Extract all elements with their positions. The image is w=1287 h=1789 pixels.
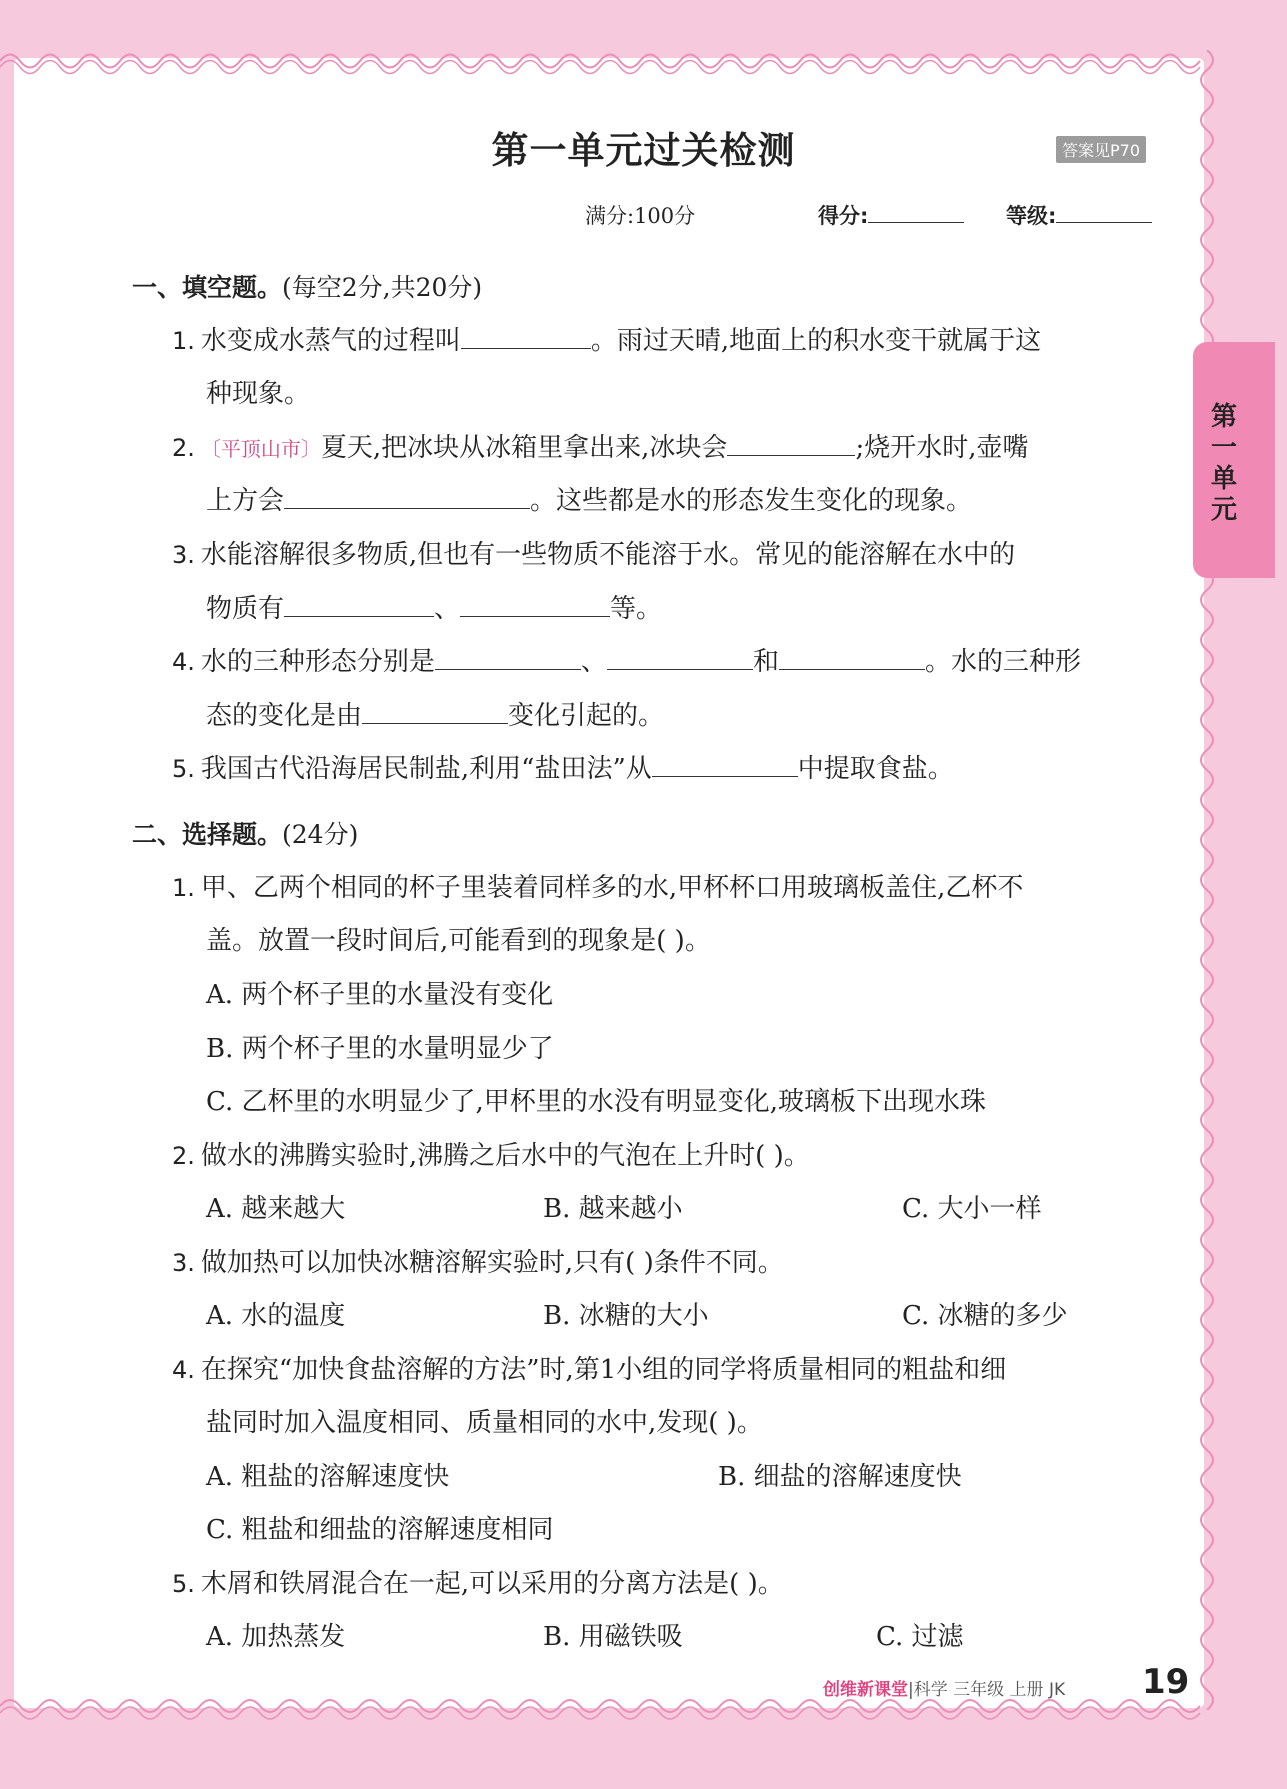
choice-option[interactable]: A. 越来越大 bbox=[206, 1194, 346, 1224]
question-text: 。雨过天晴,地面上的积水变干就属于这 bbox=[590, 326, 1042, 356]
answer-blank[interactable] bbox=[284, 592, 434, 617]
question-text: 、 bbox=[580, 647, 607, 677]
question-line bbox=[172, 1242, 784, 1279]
question-text: 物质有 bbox=[206, 594, 285, 624]
question-text: 甲、乙两个相同的杯子里装着同样多的水,甲杯杯口用玻璃板盖住,乙杯不 bbox=[200, 873, 1024, 903]
decorative-wave-right bbox=[1195, 50, 1221, 1710]
question-text: 做加热可以加快冰糖溶解实验时,只有( )条件不同。 bbox=[200, 1248, 784, 1278]
choice-option[interactable]: A. 粗盐的溶解速度快 bbox=[206, 1462, 450, 1492]
question-text: 。水的三种形 bbox=[924, 647, 1081, 677]
question-text: 水变成水蒸气的过程叫 bbox=[200, 326, 461, 356]
choice-option[interactable]: B. 越来越小 bbox=[543, 1194, 683, 1224]
answer-blank[interactable] bbox=[460, 592, 610, 617]
question-line bbox=[172, 534, 1015, 571]
section-points: (每空2分,共20分) bbox=[282, 273, 483, 302]
question-number: 3. bbox=[172, 1249, 195, 1277]
score-label: 得分: bbox=[818, 204, 869, 228]
question-text: 。这些都是水的形态发生变化的现象。 bbox=[530, 486, 973, 516]
question-line bbox=[206, 373, 310, 410]
grade-field[interactable] bbox=[1006, 200, 1152, 230]
question-line bbox=[172, 1349, 1006, 1386]
question-text: 、 bbox=[434, 594, 461, 624]
question-text: 夏天,把冰块从冰箱里拿出来,冰块会 bbox=[320, 433, 728, 463]
footer-book-info: |科学 三年级 上册 JK bbox=[908, 1680, 1066, 1700]
question-text: 等。 bbox=[610, 594, 663, 624]
answer-blank[interactable] bbox=[284, 484, 530, 509]
question-text: 我国古代沿海居民制盐,利用“盐田法”从 bbox=[200, 754, 652, 784]
question-text: 盖。放置一段时间后,可能看到的现象是( )。 bbox=[206, 926, 711, 956]
choice-option[interactable]: C. 粗盐和细盐的溶解速度相同 bbox=[206, 1515, 554, 1545]
question-text: 中提取食盐。 bbox=[797, 754, 954, 784]
choice-option[interactable]: B. 冰糖的大小 bbox=[543, 1301, 709, 1331]
question-line bbox=[206, 480, 972, 517]
full-score-label: 满分:100分 bbox=[585, 204, 696, 228]
answer-blank[interactable] bbox=[779, 645, 925, 670]
section-title: 二、选择题。 bbox=[132, 820, 283, 849]
footer-info bbox=[823, 1675, 1065, 1700]
choice-option[interactable]: C. 过滤 bbox=[876, 1622, 964, 1652]
question-line bbox=[172, 427, 1028, 464]
question-line bbox=[172, 867, 1023, 904]
question-number: 5. bbox=[172, 755, 195, 783]
footer-brand: 创维新课堂 bbox=[823, 1680, 908, 1700]
section-choice-heading bbox=[132, 815, 358, 851]
answer-blank[interactable] bbox=[461, 324, 591, 349]
choice-option[interactable]: B. 细盐的溶解速度快 bbox=[718, 1462, 962, 1492]
question-line bbox=[172, 641, 1081, 678]
section-points: (24分) bbox=[282, 820, 359, 849]
section-title: 一、填空题。 bbox=[132, 273, 283, 302]
question-number: 2. bbox=[172, 1142, 195, 1170]
unit-side-tab-label: 第一单元 bbox=[1210, 402, 1237, 525]
question-number: 2. bbox=[172, 434, 195, 462]
page-number: 19 bbox=[1142, 1662, 1190, 1702]
question-line bbox=[172, 748, 954, 785]
choice-option[interactable]: B. 两个杯子里的水量明显少了 bbox=[206, 1034, 554, 1064]
answer-blank[interactable] bbox=[727, 431, 855, 456]
question-line bbox=[206, 588, 662, 625]
question-text: 盐同时加入温度相同、质量相同的水中,发现( )。 bbox=[206, 1408, 763, 1438]
decorative-wave-bottom bbox=[0, 1696, 1287, 1726]
question-text: 上方会 bbox=[206, 486, 285, 516]
question-text: ;烧开水时,壶嘴 bbox=[855, 433, 1029, 463]
answer-blank[interactable] bbox=[435, 645, 581, 670]
question-number: 5. bbox=[172, 1570, 195, 1598]
question-text: 水的三种形态分别是 bbox=[200, 647, 435, 677]
question-text: 和 bbox=[752, 647, 779, 677]
choice-option[interactable]: C. 大小一样 bbox=[902, 1194, 1042, 1224]
choice-option[interactable]: B. 用磁铁吸 bbox=[543, 1622, 683, 1652]
question-line bbox=[206, 695, 664, 732]
answer-blank[interactable] bbox=[652, 752, 798, 777]
choice-option[interactable]: A. 加热蒸发 bbox=[206, 1622, 346, 1652]
question-number: 4. bbox=[172, 1356, 195, 1384]
answer-blank[interactable] bbox=[362, 699, 508, 724]
question-line bbox=[206, 920, 711, 957]
question-text: 变化引起的。 bbox=[508, 701, 665, 731]
section-fill-blank-heading bbox=[132, 268, 482, 304]
question-line bbox=[172, 1135, 810, 1172]
question-line bbox=[206, 1402, 763, 1439]
question-line bbox=[172, 1563, 784, 1600]
choice-option[interactable]: C. 冰糖的多少 bbox=[902, 1301, 1068, 1331]
question-text: 做水的沸腾实验时,沸腾之后水中的气泡在上升时( )。 bbox=[200, 1141, 810, 1171]
decorative-wave-top bbox=[0, 46, 1287, 76]
question-number: 4. bbox=[172, 648, 195, 676]
grade-blank[interactable] bbox=[1056, 222, 1152, 223]
region-tag: 〔平顶山市〕 bbox=[200, 437, 321, 461]
question-text: 态的变化是由 bbox=[206, 701, 363, 731]
grade-label: 等级: bbox=[1006, 204, 1057, 228]
answer-blank[interactable] bbox=[607, 645, 753, 670]
choice-option[interactable]: A. 两个杯子里的水量没有变化 bbox=[206, 980, 554, 1010]
question-line bbox=[172, 320, 1041, 357]
choice-option[interactable]: A. 水的温度 bbox=[206, 1301, 346, 1331]
score-field[interactable] bbox=[818, 200, 964, 230]
question-number: 1. bbox=[172, 327, 195, 355]
question-text: 在探究“加快食盐溶解的方法”时,第1小组的同学将质量相同的粗盐和细 bbox=[200, 1355, 1007, 1385]
question-text: 水能溶解很多物质,但也有一些物质不能溶于水。常见的能溶解在水中的 bbox=[200, 540, 1016, 570]
question-text: 木屑和铁屑混合在一起,可以采用的分离方法是( )。 bbox=[200, 1569, 784, 1599]
choice-option[interactable]: C. 乙杯里的水明显少了,甲杯里的水没有明显变化,玻璃板下出现水珠 bbox=[206, 1087, 987, 1117]
answer-reference-tag: 答案见P70 bbox=[1056, 136, 1146, 163]
question-text: 种现象。 bbox=[206, 379, 311, 409]
question-number: 3. bbox=[172, 541, 195, 569]
question-number: 1. bbox=[172, 874, 195, 902]
score-blank[interactable] bbox=[868, 222, 964, 223]
page-title: 第一单元过关检测 bbox=[491, 129, 796, 172]
